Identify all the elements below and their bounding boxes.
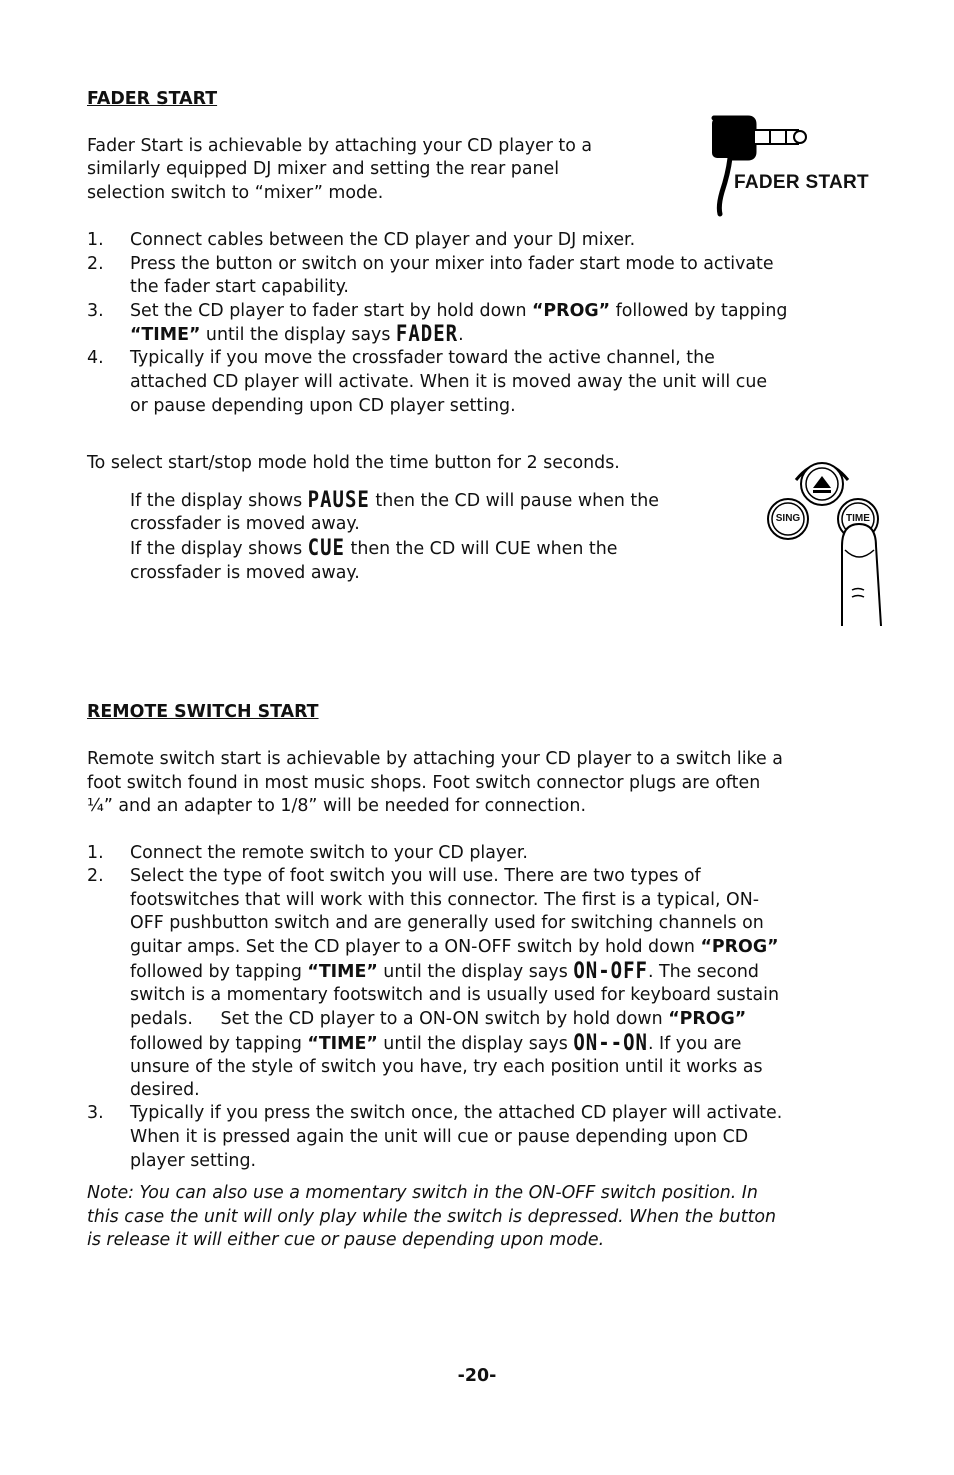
fader-start-label: FADER START — [734, 172, 869, 193]
cue-mode-line-1 — [130, 536, 617, 561]
text: . — [458, 325, 464, 345]
remote-step-2-text: Select the type of foot switch you will use. There are two types of — [130, 866, 701, 886]
remote-step-2-text: unsure of the style of switch you have, try each position until it works as — [130, 1057, 763, 1077]
lcd-display-on-on: ON--ON — [573, 1030, 648, 1056]
remote-step-2-text — [130, 1031, 741, 1056]
text: then the CD will pause when the — [369, 491, 659, 511]
lcd-display-pause: PAUSE — [307, 487, 370, 513]
note-line-1: Note: You can also use a momentary switch in the ON-OFF switch position. In — [87, 1183, 758, 1203]
fader-intro-line-3: selection switch to “mixer” mode. — [87, 183, 384, 203]
text: followed by tapping — [130, 962, 308, 982]
text: until the display says — [200, 325, 396, 345]
fader-intro-line-2: similarly equipped DJ mixer and setting the rear panel — [87, 159, 560, 179]
note-line-2: this case the unit will only play while the switch is depressed. When the button — [87, 1207, 777, 1227]
note-line-3: is release it will either cue or pause depending upon mode. — [87, 1230, 605, 1250]
text: If the display shows — [130, 491, 308, 511]
fader-step-4-text: or pause depending upon CD player setting. — [130, 396, 516, 416]
pause-mode-line-2: crossfader is moved away. — [130, 514, 360, 534]
prog-key: “PROG” — [532, 301, 611, 321]
remote-step-2-text: switch is a momentary footswitch and is usually used for keyboard sustain — [130, 985, 779, 1005]
text: followed by tapping — [610, 301, 788, 321]
text: . The second — [647, 962, 759, 982]
step-number: 1. — [87, 843, 104, 863]
prog-key: “PROG” — [668, 1009, 747, 1029]
step-number: 2. — [87, 866, 104, 886]
fader-step-2-text: Press the button or switch on your mixer into fader start mode to activate — [130, 254, 774, 274]
pause-mode-line-1 — [130, 488, 659, 513]
remote-step-2-text: OFF pushbutton switch and are generally used for switching channels on — [130, 913, 764, 933]
time-key: “TIME” — [307, 1034, 378, 1054]
remote-intro-line-1: Remote switch start is achievable by attaching your CD player to a switch like a — [87, 749, 783, 769]
remote-intro-line-2: foot switch found in most music shops. Foot switch connector plugs are often — [87, 773, 761, 793]
remote-step-2-text: footswitches that will work with this connector. The first is a typical, ON- — [130, 890, 760, 910]
time-key: “TIME” — [130, 325, 201, 345]
fader-intro-line-1: Fader Start is achievable by attaching your CD player to a — [87, 136, 593, 156]
text: until the display says — [377, 1034, 574, 1054]
fader-step-3-line-1 — [130, 299, 787, 323]
lcd-display-cue: CUE — [307, 535, 345, 561]
jack-plug-icon — [708, 114, 898, 218]
page-number: -20- — [457, 1366, 497, 1386]
remote-step-2-text — [130, 1007, 746, 1031]
text: then the CD will CUE when the — [345, 539, 618, 559]
remote-step-2-text: desired. — [130, 1080, 200, 1100]
remote-switch-start-heading: REMOTE SWITCH START — [87, 702, 319, 722]
step-number: 3. — [87, 1103, 104, 1123]
lcd-display-on-off: ON-OFF — [573, 958, 648, 984]
sing-button-label: SING — [775, 513, 801, 524]
text: until the display says — [377, 962, 574, 982]
remote-step-3-text: player setting. — [130, 1151, 257, 1171]
lcd-display-fader: FADER — [395, 321, 459, 347]
text: Set the CD player to fader start by hold down — [130, 301, 532, 321]
remote-step-3-text: Typically if you press the switch once, the attached CD player will activate. — [130, 1103, 783, 1123]
time-button-label: TIME — [846, 513, 870, 524]
text: . If you are — [647, 1034, 742, 1054]
fader-start-heading: FADER START — [87, 89, 218, 109]
step-number: 3. — [87, 301, 104, 321]
finger-pressing-time-button-icon — [760, 450, 890, 630]
fader-step-4-text: Typically if you move the crossfader toward the active channel, the — [130, 348, 715, 368]
text: pedals. Set the CD player to a ON-ON switch by hold down — [130, 1009, 669, 1029]
remote-intro-line-3: ¼” and an adapter to 1/8” will be needed for connection. — [87, 796, 586, 816]
remote-step-2-text — [130, 959, 759, 984]
remote-step-2-text — [130, 935, 779, 959]
text: guitar amps. Set the CD player to a ON-OFF switch by hold down — [130, 937, 701, 957]
remote-step-3-text: When it is pressed again the unit will cue or pause depending upon CD — [130, 1127, 749, 1147]
text: If the display shows — [130, 539, 308, 559]
fader-step-2-text: the fader start capability. — [130, 277, 349, 297]
text: followed by tapping — [130, 1034, 308, 1054]
fader-start-connector-illustration — [708, 114, 898, 218]
step-number: 1. — [87, 230, 104, 250]
time-button-press-illustration — [760, 450, 890, 630]
step-number: 4. — [87, 348, 104, 368]
select-mode-instruction: To select start/stop mode hold the time button for 2 seconds. — [87, 453, 620, 473]
prog-key: “PROG” — [700, 937, 779, 957]
cue-mode-line-2: crossfader is moved away. — [130, 563, 360, 583]
step-number: 2. — [87, 254, 104, 274]
time-key: “TIME” — [307, 962, 378, 982]
fader-step-1-text: Connect cables between the CD player and your DJ mixer. — [130, 230, 636, 250]
fader-step-3-line-2 — [130, 322, 464, 347]
fader-step-4-text: attached CD player will activate. When it is moved away the unit will cue — [130, 372, 768, 392]
remote-step-1-text: Connect the remote switch to your CD player. — [130, 843, 528, 863]
